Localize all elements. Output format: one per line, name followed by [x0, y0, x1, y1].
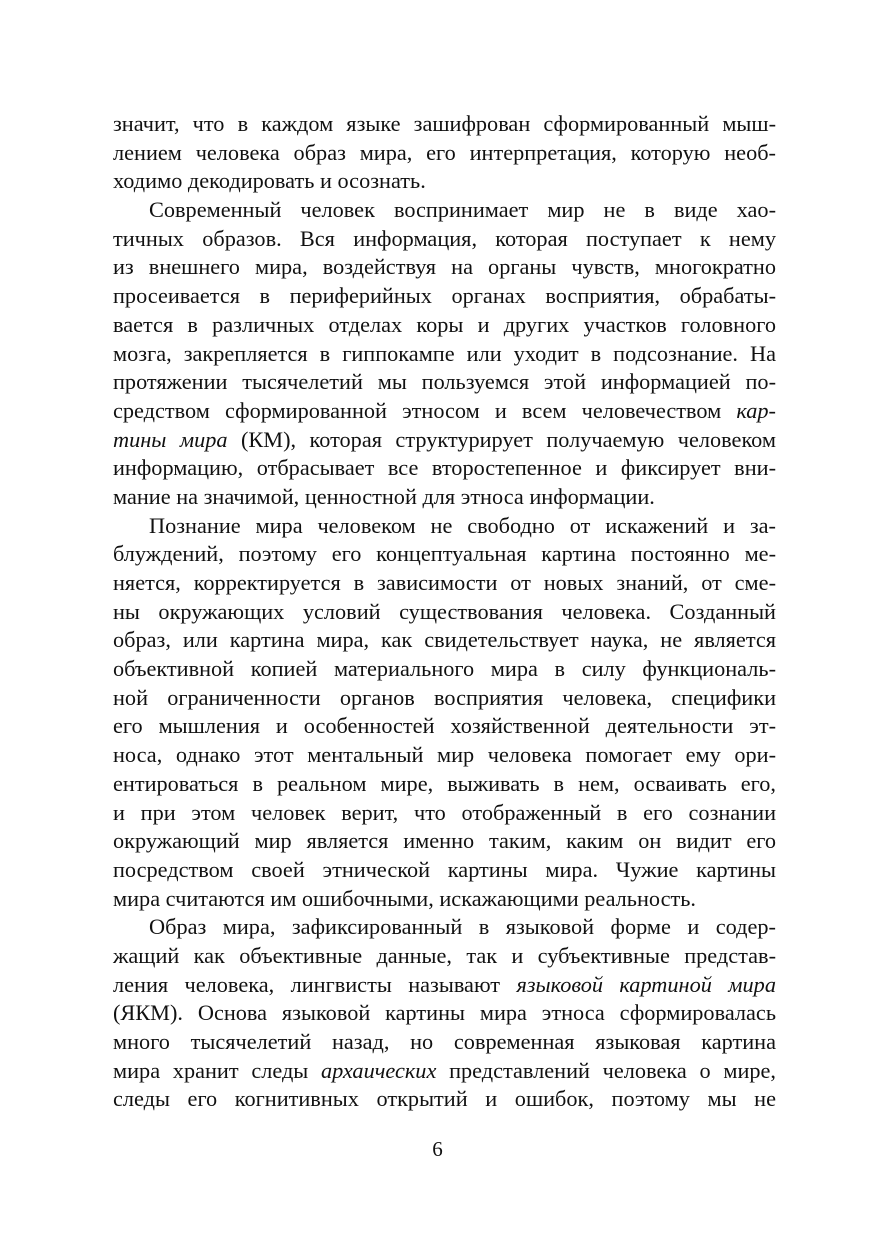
text-line — [113, 253, 776, 282]
text-run: ной ограниченности органов восприятия человека, специфики — [113, 684, 776, 710]
text-line — [113, 340, 776, 369]
text-line — [113, 999, 776, 1028]
text-run: ходимо декодировать и осознать. — [113, 168, 426, 194]
text-line — [113, 282, 776, 311]
italic-term: тины мира — [113, 426, 228, 452]
text-line — [113, 856, 776, 885]
text-run: ентироваться в реальном мире, выживать в нем, осваивать его, — [113, 770, 776, 796]
text-run: няется, корректируется в зависимости от новых знаний, от сме- — [113, 570, 776, 595]
text-run: вается в различных отделах коры и других участков головного — [113, 311, 776, 337]
text-run: протяжении тысячелетий мы пользуемся этой информацией по- — [113, 369, 776, 395]
text-line — [113, 1028, 776, 1057]
text-line — [113, 827, 776, 856]
text-run: информацию, отбрасывает все второстепенное и фиксирует вни- — [113, 455, 776, 481]
text-line — [113, 426, 776, 455]
paragraph — [113, 110, 776, 196]
text-run: его мышления и особенностей хозяйственной деятельности эт- — [113, 713, 776, 739]
text-run: мозга, закрепляется в гиппокампе или уходит в подсознание. На — [113, 340, 776, 366]
text-line — [113, 971, 776, 1000]
text-line — [113, 741, 776, 770]
text-run: образ, или картина мира, как свидетельствует наука, не является — [113, 627, 776, 653]
text-line — [113, 885, 776, 914]
text-line — [113, 225, 776, 254]
text-line — [113, 712, 776, 741]
text-line — [113, 196, 776, 225]
text-line — [113, 1057, 776, 1086]
italic-term: кар- — [736, 397, 776, 423]
paragraph — [113, 512, 776, 914]
text-run: Познание мира человеком не свободно от искажений и за- — [149, 512, 776, 538]
text-run: Образ мира, зафиксированный в языковой форме и содер- — [149, 914, 776, 940]
text-line — [113, 483, 776, 512]
text-line — [113, 540, 776, 569]
text-run: мира хранит следы — [113, 1057, 321, 1083]
text-run: блуждений, поэтому его концептуальная картина постоянно ме- — [113, 541, 776, 567]
text-run: ления человека, лингвисты называют — [113, 971, 517, 997]
text-run: представлений человека о мире, — [436, 1057, 776, 1083]
text-run: посредством своей этнической картины мира. Чужие картины — [113, 856, 776, 882]
text-line — [113, 942, 776, 971]
text-run: средством сформированной этносом и всем человечеством — [113, 397, 737, 423]
text-line — [113, 110, 776, 139]
page-number: 6 — [432, 1137, 443, 1161]
text-run: следы его когнитивных открытий и ошибок, поэтому мы не — [113, 1086, 776, 1112]
text-line — [113, 311, 776, 340]
text-line — [113, 770, 776, 799]
text-run: жащий как объективные данные, так и субъективные представ- — [113, 942, 776, 968]
body-text — [113, 110, 776, 1114]
text-line — [113, 454, 776, 483]
text-line — [113, 799, 776, 828]
italic-term: архаических — [320, 1057, 437, 1083]
text-run: носа, однако этот ментальный мир человека помогает ему ори- — [113, 742, 776, 768]
text-run: просеивается в периферийных органах восприятия, обрабаты- — [113, 283, 776, 309]
text-line — [113, 655, 776, 684]
text-line — [113, 626, 776, 655]
text-line — [113, 598, 776, 627]
text-line — [113, 397, 776, 426]
text-run: окружающий мир является именно таким, каким он видит его — [113, 828, 776, 854]
text-line — [113, 512, 776, 541]
text-run: (ЯКМ). Основа языковой картины мира этноса сформировалась — [113, 1000, 776, 1026]
text-line — [113, 167, 776, 196]
text-line — [113, 1085, 776, 1114]
text-run: из внешнего мира, воздействуя на органы чувств, многократно — [113, 254, 776, 280]
text-run: Современный человек воспринимает мир не в виде хао- — [149, 197, 776, 223]
text-run: много тысячелетий назад, но современная языковая картина — [113, 1029, 776, 1054]
paragraph — [113, 196, 776, 512]
text-line — [113, 913, 776, 942]
text-run: (КМ), которая структурирует получаемую человеком — [227, 426, 776, 452]
text-line — [113, 139, 776, 168]
text-line — [113, 368, 776, 397]
paragraph — [113, 913, 776, 1114]
text-run: лением человека образ мира, его интерпретация, которую необ- — [113, 139, 776, 165]
text-run: тичных образов. Вся информация, которая поступает к нему — [113, 225, 776, 251]
text-run: и при этом человек верит, что отображенный в его сознании — [113, 799, 776, 825]
text-line — [113, 569, 776, 598]
text-run: мира считаются им ошибочными, искажающими реальность. — [113, 885, 696, 911]
italic-term: языковой картиной мира — [516, 971, 776, 997]
text-run: объективной копией материального мира в силу функциональ- — [113, 656, 776, 682]
text-run: мание на значимой, ценностной для этноса информации. — [113, 483, 655, 509]
text-line — [113, 684, 776, 713]
text-run: ны окружающих условий существования человека. Созданный — [113, 598, 776, 624]
text-run: значит, что в каждом языке зашифрован сформированный мыш- — [113, 111, 776, 136]
